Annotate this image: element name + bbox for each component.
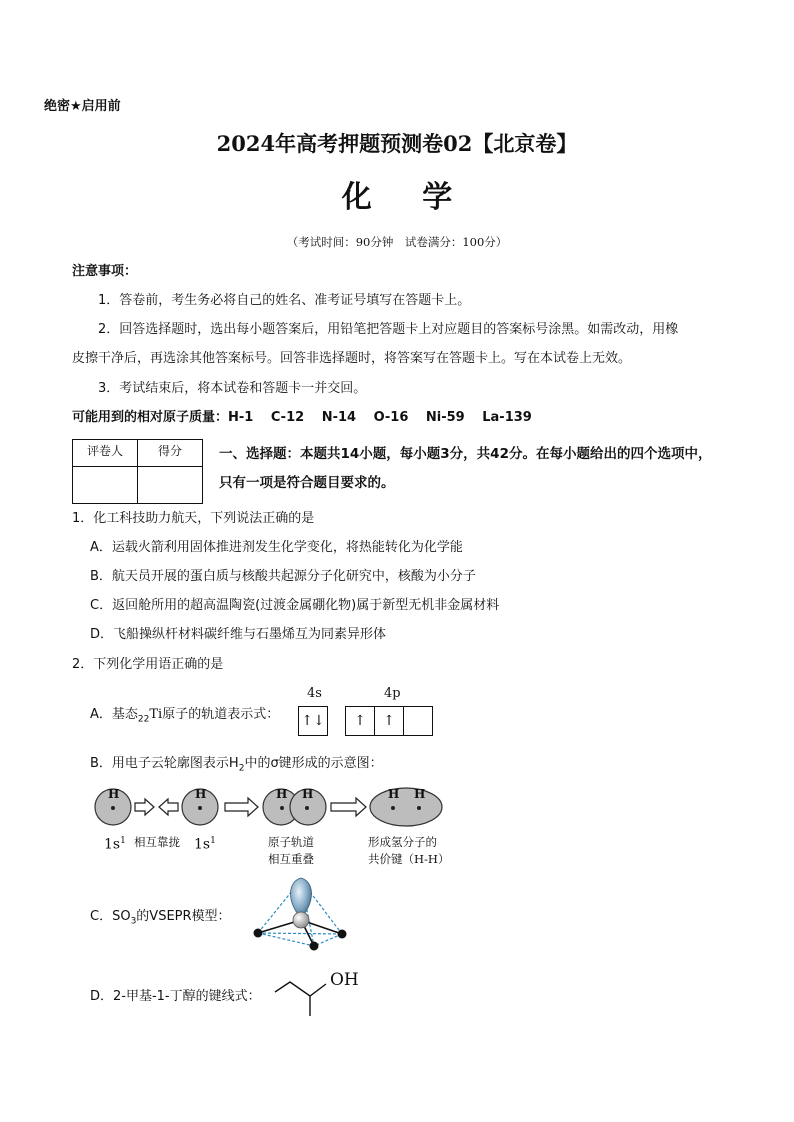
orbital-4p-label: 4p bbox=[384, 686, 401, 701]
q1-option-c: C．返回舱所用的超高温陶瓷(过渡金属硼化物)属于新型无机非金属材料 bbox=[90, 598, 500, 613]
arrow-right-icon bbox=[225, 798, 258, 816]
arrow-right-icon bbox=[331, 798, 366, 816]
q2-option-c: C．$SO_3$的VSEPR模型： bbox=[90, 909, 231, 927]
q1-option-a: A．运载火箭利用固体推进剂发生化学变化，将热能转化为化学能 bbox=[90, 540, 463, 555]
caption-approach: 相互靠拢 bbox=[134, 835, 180, 849]
arrow-right-icon bbox=[135, 799, 154, 815]
h2-sigma-bond-diagram bbox=[88, 780, 458, 838]
oh-label: OH bbox=[330, 970, 359, 990]
orbital-4p-up-arrow-1: ↑ bbox=[346, 707, 375, 736]
q2-option-d: D．2-甲基-1-丁醇的键线式： bbox=[90, 989, 261, 1004]
q1-option-d: D．飞船操纵杆材料碳纤维与石墨烯互为同素异形体 bbox=[90, 627, 387, 642]
o-atom bbox=[310, 942, 319, 951]
caption-form-1: 形成氢分子的 bbox=[368, 835, 437, 849]
confidential-mark: 绝密★启用前 bbox=[44, 99, 121, 114]
orbital-4s-paired-arrows: ↑↓ bbox=[299, 707, 328, 736]
score-table-grader-cell[interactable] bbox=[73, 467, 138, 504]
h-label-6: H bbox=[414, 787, 426, 801]
caption-1s-left: $1s^1$ bbox=[104, 836, 126, 853]
caption-form-2: 共价键（H-H） bbox=[368, 852, 450, 866]
orbital-4s-label: 4s bbox=[307, 686, 322, 701]
orbital-4p-up-arrow-2: ↑ bbox=[375, 707, 404, 736]
s-atom bbox=[293, 912, 309, 928]
notes-heading: 注意事项： bbox=[72, 264, 138, 279]
q1-option-b: B．航天员开展的蛋白质与核酸共起源分子化研究中，核酸为小分子 bbox=[90, 569, 476, 584]
exam-info: （考试时间：90分钟 试卷满分：100分） bbox=[286, 235, 508, 249]
o-atom bbox=[254, 929, 263, 938]
score-table-grader-header: 评卷人 bbox=[73, 440, 138, 467]
note-item-1: 1．答卷前，考生务必将自己的姓名、准考证号填写在答题卡上。 bbox=[98, 293, 471, 308]
caption-1s-right: $1s^1$ bbox=[194, 836, 216, 853]
h2-molecule-orbital bbox=[370, 788, 442, 826]
h-label-4: H bbox=[302, 787, 314, 801]
q2-option-a: A．基态$_{22}$Ti原子的轨道表示式： bbox=[90, 707, 280, 725]
q2-option-b: B．用电子云轮廓图表示$H_2$中的σ键形成的示意图： bbox=[90, 756, 383, 774]
score-table-score-header: 得分 bbox=[138, 440, 203, 467]
section1-heading-line2: 只有一项是符合题目要求的。 bbox=[219, 475, 395, 491]
atomic-masses: 可能用到的相对原子质量：H-1 C-12 N-14 O-16 Ni-59 La-139 bbox=[72, 410, 532, 425]
so3-vsepr-model bbox=[245, 872, 355, 952]
h-label-2: H bbox=[195, 787, 207, 801]
caption-overlap-2: 相互重叠 bbox=[268, 852, 314, 866]
subject-title: 化 学 bbox=[341, 180, 473, 215]
score-table-score-cell[interactable] bbox=[138, 467, 203, 504]
orbital-4p-empty bbox=[404, 707, 433, 736]
note-item-2-cont: 皮擦干净后，再选涂其他答案标号。回答非选择题时，将答案写在答题卡上。写在本试卷上无效。 bbox=[72, 351, 632, 366]
h-label-1: H bbox=[108, 787, 120, 801]
score-table bbox=[72, 439, 203, 504]
o-atom bbox=[338, 930, 347, 939]
orbital-4s-box bbox=[298, 706, 328, 736]
note-item-3: 3．考试结束后，将本试卷和答题卡一并交回。 bbox=[98, 381, 367, 396]
q1-stem: 1．化工科技助力航天，下列说法正确的是 bbox=[72, 511, 315, 526]
arrow-left-icon bbox=[159, 799, 178, 815]
orbital-4p-boxes bbox=[345, 706, 433, 736]
caption-overlap-1: 原子轨道 bbox=[268, 835, 314, 849]
exam-title: 2024年高考押题预测卷02【北京卷】 bbox=[216, 131, 578, 156]
h-label-5: H bbox=[388, 787, 400, 801]
section1-heading-line1: 一、选择题：本题共14小题，每小题3分，共42分。在每小题给出的四个选项中， bbox=[219, 446, 712, 462]
h-label-3: H bbox=[276, 787, 288, 801]
note-item-2: 2．回答选择题时，选出每小题答案后，用铅笔把答题卡上对应题目的答案标号涂黑。如需改动，用橡 bbox=[98, 322, 679, 337]
q2-stem: 2．下列化学用语正确的是 bbox=[72, 657, 224, 672]
